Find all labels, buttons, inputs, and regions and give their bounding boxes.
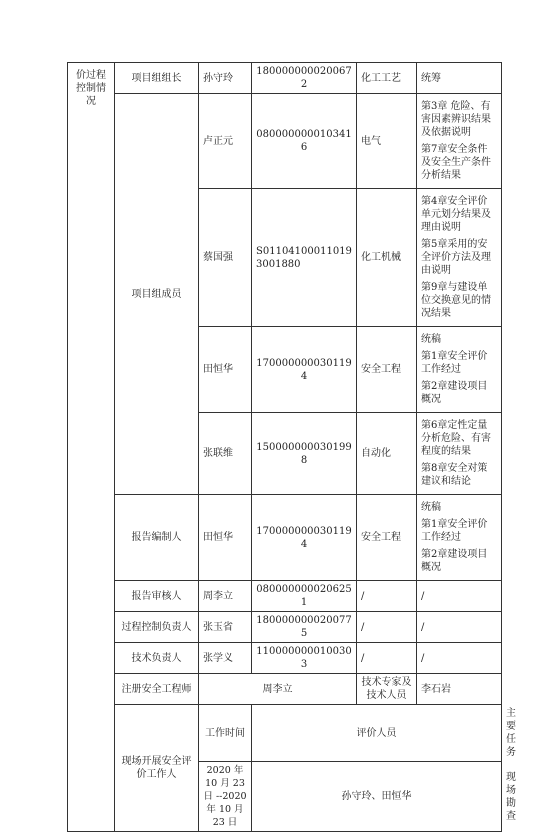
onsite-header-row: 现场开展安全评价工作人 工作时间 评价人员 主要任务: [68, 705, 502, 762]
onsite-work-time: 2020 年 10 月 23 日 --2020 年 10 月 23 日: [199, 762, 252, 832]
reviewer-number: 1100000000100303: [252, 643, 357, 674]
header-work-time: 工作时间: [199, 705, 252, 762]
member-tasks: [417, 189, 502, 327]
task-item: 第2章建设项目概况: [421, 381, 488, 405]
section-onsite-title: 现场开展安全评价工作人: [115, 705, 199, 832]
member-row: [68, 94, 502, 189]
section-process-control-title: 价过程控制情况: [68, 63, 115, 832]
member-number: 0800000000103416: [252, 94, 357, 189]
engineer-name: 周李立: [199, 674, 357, 705]
task-item: 第4章安全评价单元划分结果及理由说明: [421, 196, 491, 233]
member-specialty: 电气: [357, 94, 417, 189]
task-item: 第9章与建设单位交换意见的情况结果: [421, 282, 491, 319]
member-number: 1500000000301998: [252, 413, 357, 495]
reviewer-specialty: /: [357, 612, 417, 643]
reviewer-name: 周李立: [199, 581, 252, 612]
member-specialty: 安全工程: [357, 327, 417, 413]
onsite-staff: 孙守玲、田恒华: [252, 762, 502, 832]
reviewer-row: [68, 643, 502, 674]
task-item: 统筹: [421, 72, 441, 84]
members-role: 项目组成员: [115, 94, 199, 495]
task-item: 第1章安全评价工作经过: [421, 351, 488, 375]
report-writer-number: 1700000000301194: [252, 495, 357, 581]
leader-specialty: 化工工艺: [357, 63, 417, 94]
reviewer-specialty: /: [357, 643, 417, 674]
expert-name: 李石岩: [417, 674, 502, 705]
reviewer-role: 过程控制负责人: [115, 612, 199, 643]
reviewer-number: 0800000000206251: [252, 581, 357, 612]
report-writer-name: 田恒华: [199, 495, 252, 581]
report-writer-specialty: 安全工程: [357, 495, 417, 581]
engineer-row: [68, 674, 502, 705]
member-number: 1700000000301194: [252, 327, 357, 413]
task-item: 第3章 危险、有害因素辨识结果及依据说明: [421, 101, 491, 138]
task-item: 第6章定性定量分析危险、有害程度的结果: [421, 420, 491, 457]
member-specialty: 自动化: [357, 413, 417, 495]
expert-label: 技术专家及技术人员: [357, 674, 417, 705]
leader-name: 孙守玲: [199, 63, 252, 94]
report-writer-row: [68, 495, 502, 581]
task-item: 第5章采用的安全评价方法及理由说明: [421, 239, 491, 276]
leader-role: 项目组组长: [115, 63, 199, 94]
reviewer-name: 张学义: [199, 643, 252, 674]
member-tasks: [417, 413, 502, 495]
report-writer-tasks: [417, 495, 502, 581]
header-staff: 评价人员: [252, 705, 502, 762]
task-item: 统稿: [421, 334, 441, 345]
member-name: 蔡国强: [199, 189, 252, 327]
member-number: S011041000110193001880: [252, 189, 357, 327]
leader-number: 1800000000200672: [252, 63, 357, 94]
reviewer-row: [68, 581, 502, 612]
member-tasks: [417, 94, 502, 189]
engineer-label: 注册安全工程师: [115, 674, 199, 705]
reviewer-name: 张玉省: [199, 612, 252, 643]
task-item: 第7章安全条件及安全生产条件分析结果: [421, 144, 491, 181]
task-item: 第2章建设项目概况: [421, 549, 488, 573]
member-specialty: 化工机械: [357, 189, 417, 327]
reviewer-role: 报告审核人: [115, 581, 199, 612]
reviewer-number: 1800000000200775: [252, 612, 357, 643]
reviewer-task: /: [417, 612, 502, 643]
reviewer-row: [68, 612, 502, 643]
reviewer-role: 技术负责人: [115, 643, 199, 674]
reviewer-task: /: [417, 581, 502, 612]
task-item: 第1章安全评价工作经过: [421, 519, 488, 543]
reviewer-task: /: [417, 643, 502, 674]
evaluation-staff-table: [67, 62, 516, 832]
report-writer-role: 报告编制人: [115, 495, 199, 581]
leader-row: [68, 63, 502, 94]
onsite-row: 2020 年 10 月 23 日 --2020 年 10 月 23 日 孙守玲、田恒华 现场勘查: [68, 762, 502, 832]
task-item: 统稿: [421, 502, 441, 513]
member-name: 卢正元: [199, 94, 252, 189]
member-name: 张联维: [199, 413, 252, 495]
reviewer-specialty: /: [357, 581, 417, 612]
leader-tasks: [417, 63, 502, 94]
member-tasks: [417, 327, 502, 413]
member-name: 田恒华: [199, 327, 252, 413]
task-item: 第8章安全对策建议和结论: [421, 463, 488, 487]
